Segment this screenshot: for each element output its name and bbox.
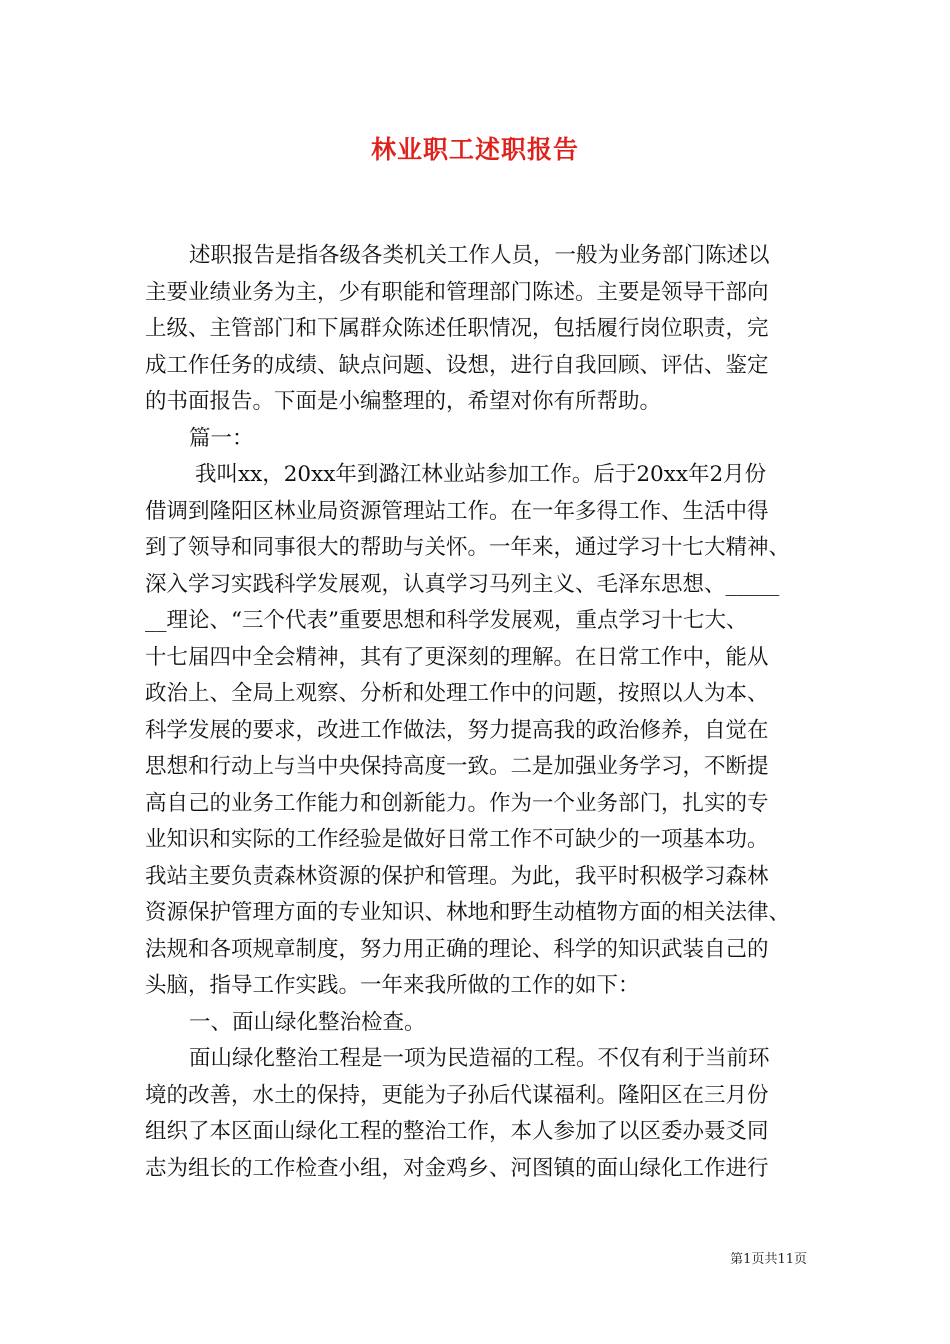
text-line: 志为组长的工作检查小组，对金鸡乡、河图镇的面山绿化工作进行 bbox=[145, 1155, 769, 1181]
text-line: 业知识和实际的工作经验是做好日常工作不可缺少的一项基本功。 bbox=[145, 827, 769, 852]
document-body bbox=[145, 238, 815, 1187]
text-line: 主要业绩业务为主，少有职能和管理部门陈述。主要是领导干部向 bbox=[145, 279, 769, 305]
page-number: 第1页共11页 bbox=[730, 1252, 807, 1267]
text-line: 思想和行动上与当中央保持高度一致。二是加强业务学习，不断提 bbox=[145, 754, 769, 779]
text-line: 成工作任务的成绩、缺点问题、设想，进行自我回顾、评估、鉴定 bbox=[145, 352, 769, 378]
text-line: 法规和各项规章制度，努力用正确的理论、科学的知识武装自己的 bbox=[145, 936, 769, 962]
section-heading: 一、面山绿化整治检查。 bbox=[189, 1009, 426, 1035]
text-line: 政治上、全局上观察、分析和处理工作中的问题，按照以人为本、 bbox=[145, 681, 769, 706]
text-line: 我叫xx，20xx年到潞江林业站参加工作。后于20xx年2月份 bbox=[195, 462, 767, 487]
text-line: 深入学习实践科学发展观，认真学习马列主义、毛泽东思想、_____ bbox=[145, 571, 780, 597]
text-line: 面山绿化整治工程是一项为民造福的工程。不仅有利于当前环 bbox=[189, 1046, 770, 1071]
text-line: 科学发展的要求，改进工作做法，努力提高我的政治修养，自觉在 bbox=[145, 717, 769, 743]
text-line: 述职报告是指各级各类机关工作人员，一般为业务部门陈述以 bbox=[189, 243, 770, 268]
text-line: 资源保护管理方面的专业知识、林地和野生动植物方面的相关法律、 bbox=[145, 900, 791, 925]
section-heading: 篇一： bbox=[189, 425, 254, 451]
text-line: 组织了本区面山绿化工程的整治工作，本人参加了以区委办聂爻同 bbox=[145, 1119, 769, 1144]
text-line: __理论、“三个代表”重要思想和科学发展观，重点学习十七大、 bbox=[145, 608, 748, 633]
text-line: 境的改善，水土的保持，更能为子孙后代谋福利。隆阳区在三月份 bbox=[145, 1082, 769, 1108]
document-title: 林业职工述职报告 bbox=[370, 135, 579, 164]
text-line: 我站主要负责森林资源的保护和管理。为此，我平时积极学习森林 bbox=[145, 863, 769, 889]
text-line: 上级、主管部门和下属群众陈述任职情况，包括履行岗位职责，完 bbox=[145, 316, 769, 341]
text-line: 头脑，指导工作实践。一年来我所做的工作的如下： bbox=[145, 973, 640, 998]
text-line: 到了领导和同事很大的帮助与关怀。一年来，通过学习十七大精神、 bbox=[145, 535, 791, 560]
text-line: 借调到隆阳区林业局资源管理站工作。在一年多得工作、生活中得 bbox=[145, 498, 769, 524]
text-line: 十七届四中全会精神，其有了更深刻的理解。在日常工作中，能从 bbox=[145, 644, 769, 670]
text-line: 高自己的业务工作能力和创新能力。作为一个业务部门，扎实的专 bbox=[145, 790, 769, 816]
text-line: 的书面报告。下面是小编整理的，希望对你有所帮助。 bbox=[145, 389, 662, 414]
